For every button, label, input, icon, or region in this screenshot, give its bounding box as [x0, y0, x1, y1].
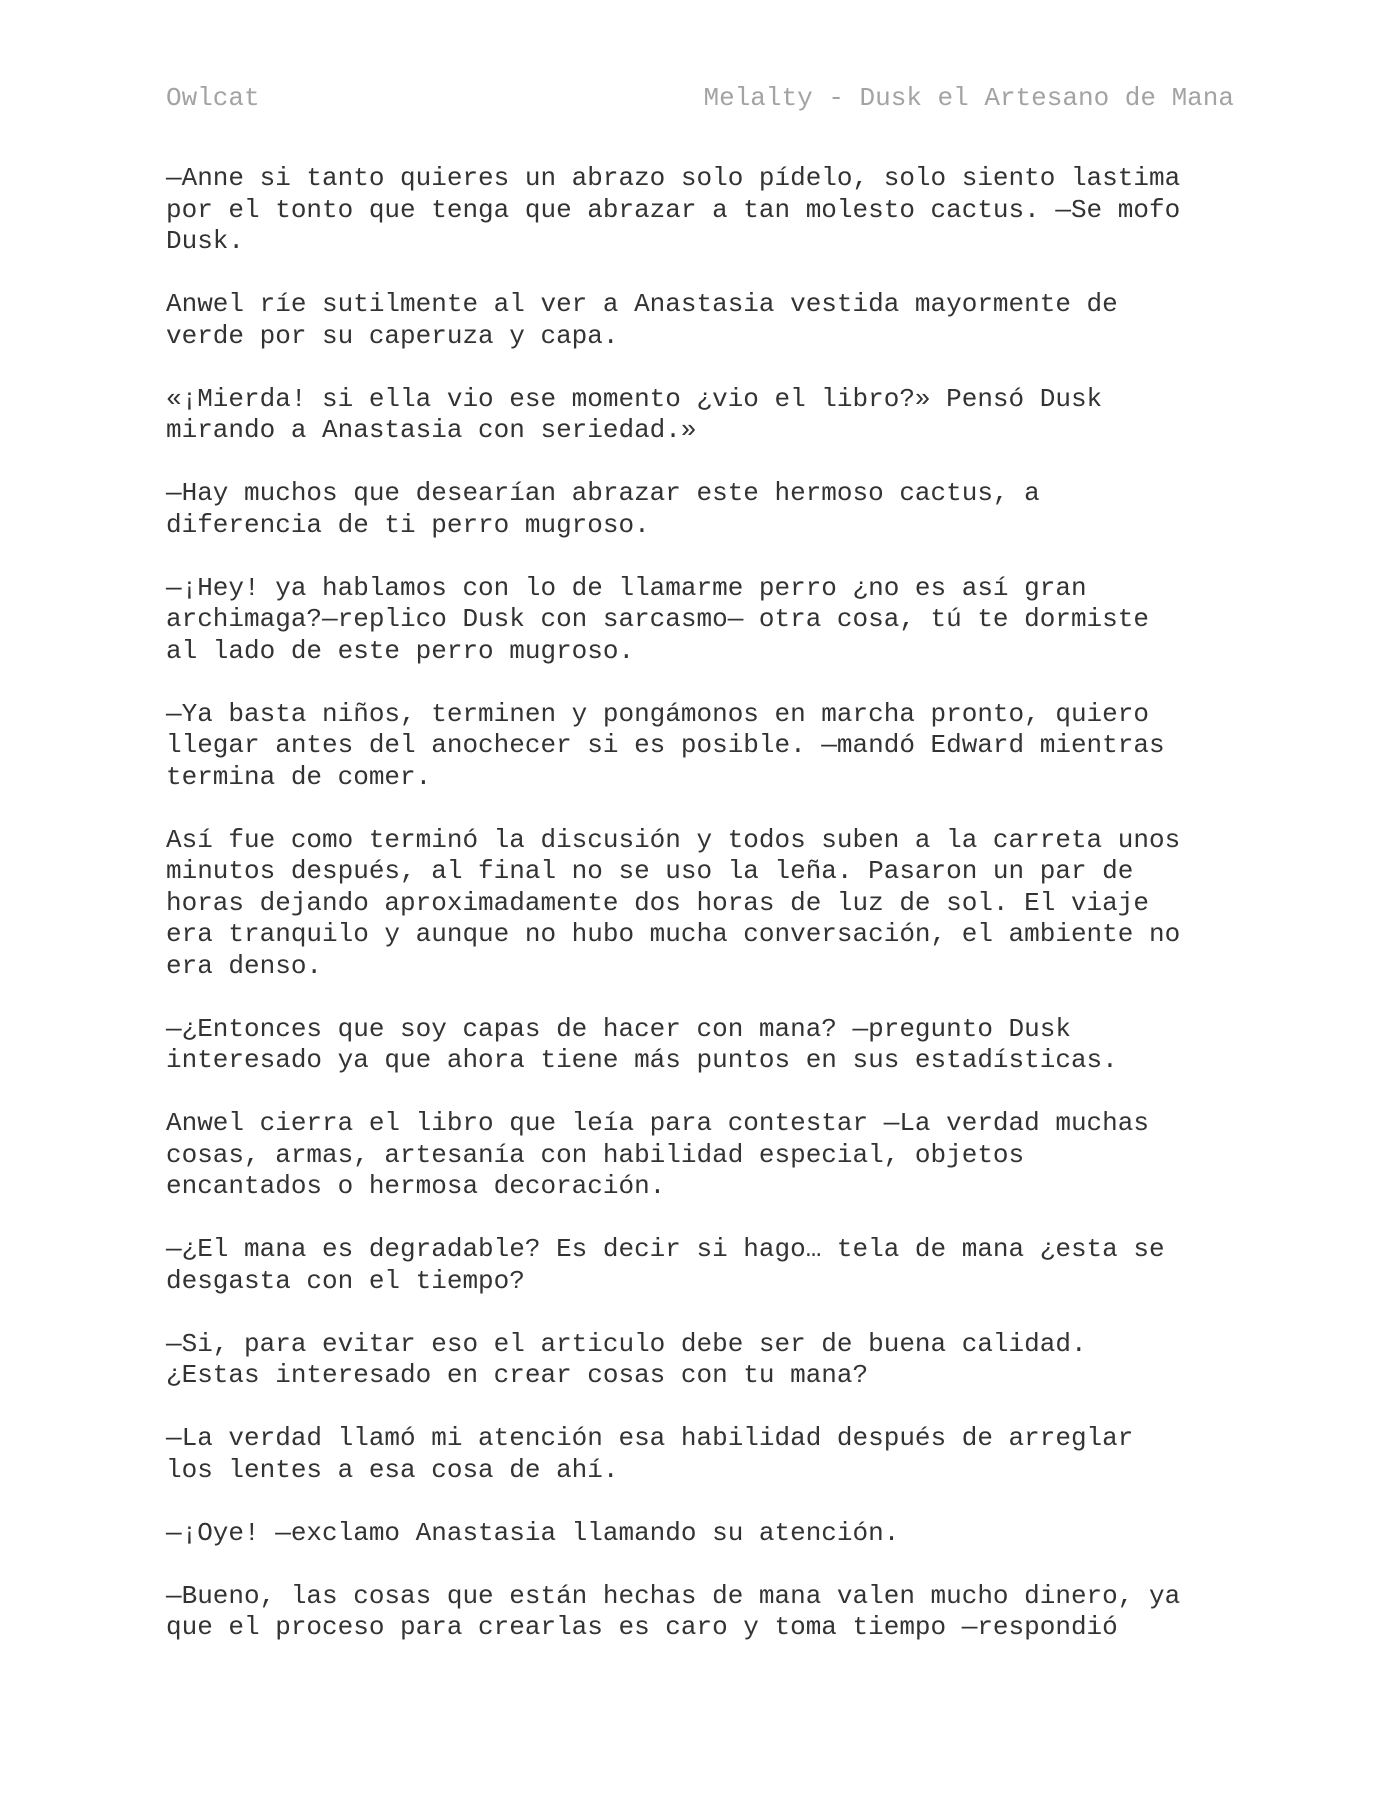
body-text: [166, 163, 1246, 1675]
paragraph: —¿Entonces que soy capas de hacer con mana? —pregunto Dusk interesado ya que ahora tiene más puntos en sus estadísticas.: [166, 1013, 1118, 1075]
paragraph: —Si, para evitar eso el articulo debe ser de buena calidad. ¿Estas interesado en crear cosas con tu mana?: [166, 1328, 1087, 1390]
paragraph: Anwel cierra el libro que leía para contestar —La verdad muchas cosas, armas, artesanía con habilidad especial, objetos encantados o hermosa decoración.: [166, 1108, 1149, 1201]
paragraph: Así fue como terminó la discusión y todos suben a la carreta unos minutos después, al final no se uso la leña. Pasaron un par de horas dejando aproximadamente dos horas de luz de sol. El viaje era tranquilo y aunque no hubo mucha conversación, el ambiente no era denso.: [166, 824, 1181, 981]
page-header: [166, 80, 1234, 116]
paragraph: —Anne si tanto quieres un abrazo solo pídelo, solo siento lastima por el tonto que tenga que abrazar a tan molesto cactus. —Se mofo Dusk.: [166, 163, 1181, 256]
paragraph: —Bueno, las cosas que están hechas de mana valen mucho dinero, ya que el proceso para crearlas es caro y toma tiempo —respondió: [166, 1580, 1181, 1642]
paragraph: —¿El mana es degradable? Es decir si hago… tela de mana ¿esta se desgasta con el tiempo?: [166, 1234, 1165, 1296]
paragraph: —¡Hey! ya hablamos con lo de llamarme perro ¿no es así gran archimaga?—replico Dusk con sarcasmo— otra cosa, tú te dormiste al lado de este perro mugroso.: [166, 572, 1149, 666]
header-title: Melalty - Dusk el Artesano de Mana: [703, 83, 1234, 113]
paragraph: —¡Oye! —exclamo Anastasia llamando su atención.: [166, 1517, 900, 1548]
header-author: Owlcat: [166, 83, 260, 113]
paragraph: —Hay muchos que desearían abrazar este hermoso cactus, a diferencia de ti perro mugroso.: [166, 478, 1040, 540]
paragraph: —La verdad llamó mi atención esa habilidad después de arreglar los lentes a esa cosa de ahí.: [166, 1423, 1134, 1485]
paragraph: —Ya basta niños, terminen y pongámonos en marcha pronto, quiero llegar antes del anochecer si es posible. —mandó Edward mientras termina de comer.: [166, 698, 1165, 792]
paragraph: Anwel ríe sutilmente al ver a Anastasia vestida mayormente de verde por su caperuza y capa.: [166, 289, 1118, 351]
paragraph: «¡Mierda! si ella vio ese momento ¿vio el libro?» Pensó Dusk mirando a Anastasia con seriedad.»: [166, 383, 1103, 445]
